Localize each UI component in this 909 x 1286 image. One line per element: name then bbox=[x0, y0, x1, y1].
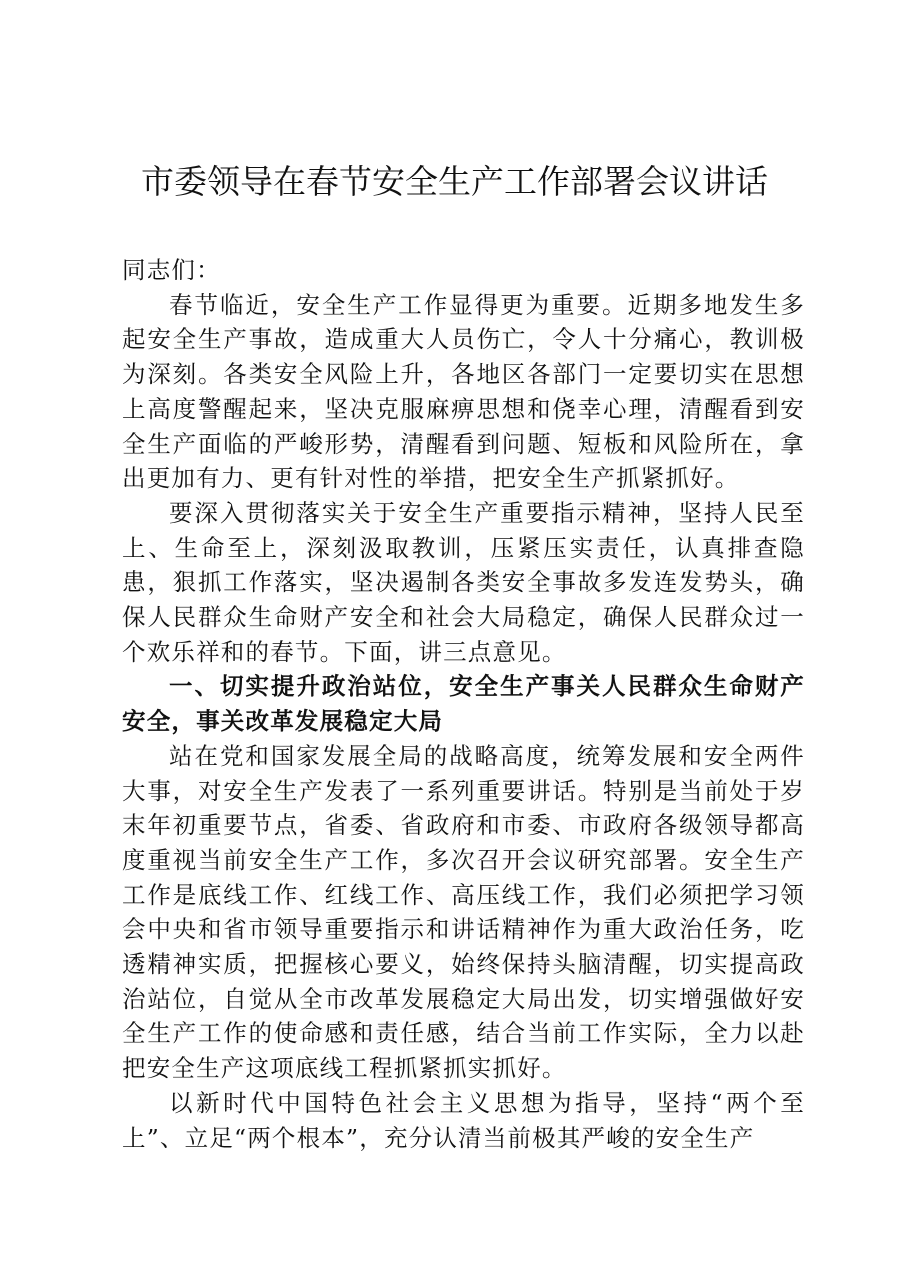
section-1-paragraph-1: 站在党和国家发展全局的战略高度，统筹发展和安全两件大事，对安全生产发表了一系列重要讲话。特别是当前处于岁末年初重要节点，省委、省政府和市委、市政府各级领导都高度重视当前安全生产工作，多次召开会议研究部署。安全生产工作是底线工作、红线工作、高压线工作，我们必须把学习领会中央和省市领导重要指示和讲话精神作为重大政治任务，吃透精神实质，把握核心要义，始终保持头脑清醒，切实提高政治站位，自觉从全市改革发展稳定大局出发，切实增强做好安全生产工作的使命感和责任感，结合当前工作实际，全力以赴把安全生产这项底线工程抓紧抓实抓好。 bbox=[122, 741, 805, 1083]
paragraph-requirements: 要深入贯彻落实关于安全生产重要指示精神，坚持人民至上、生命至上，深刻汲取教训，压紧压实责任，认真排查隐患，狠抓工作落实，坚决遏制各类安全事故多发连发势头，确保人民群众生命财产安全和社会大局稳定，确保人民群众过一个欢乐祥和的春节。下面，讲三点意见。 bbox=[122, 498, 805, 666]
document-title: 市委领导在春节安全生产工作部署会议讲话 bbox=[141, 162, 768, 201]
document-body bbox=[122, 253, 805, 1155]
section-heading-1: 一、切实提升政治站位，安全生产事关人民群众生命财产安全，事关改革发展稳定大局 bbox=[122, 672, 805, 736]
paragraph-intro: 春节临近，安全生产工作显得更为重要。近期多地发生多起安全生产事故，造成重大人员伤亡，令人十分痛心，教训极为深刻。各类安全风险上升，各地区各部门一定要切实在思想上高度警醒起来，坚决克服麻痹思想和侥幸心理，清醒看到安全生产面临的严峻形势，清醒看到问题、短板和风险所在，拿出更加有力、更有针对性的举措，把安全生产抓紧抓好。 bbox=[122, 290, 805, 493]
section-1-paragraph-2: 以新时代中国特色社会主义思想为指导，坚持“两个至上”、立足“两个根本”，充分认清当前极其严峻的安全生产 bbox=[122, 1088, 805, 1152]
salutation: 同志们： bbox=[122, 256, 221, 284]
